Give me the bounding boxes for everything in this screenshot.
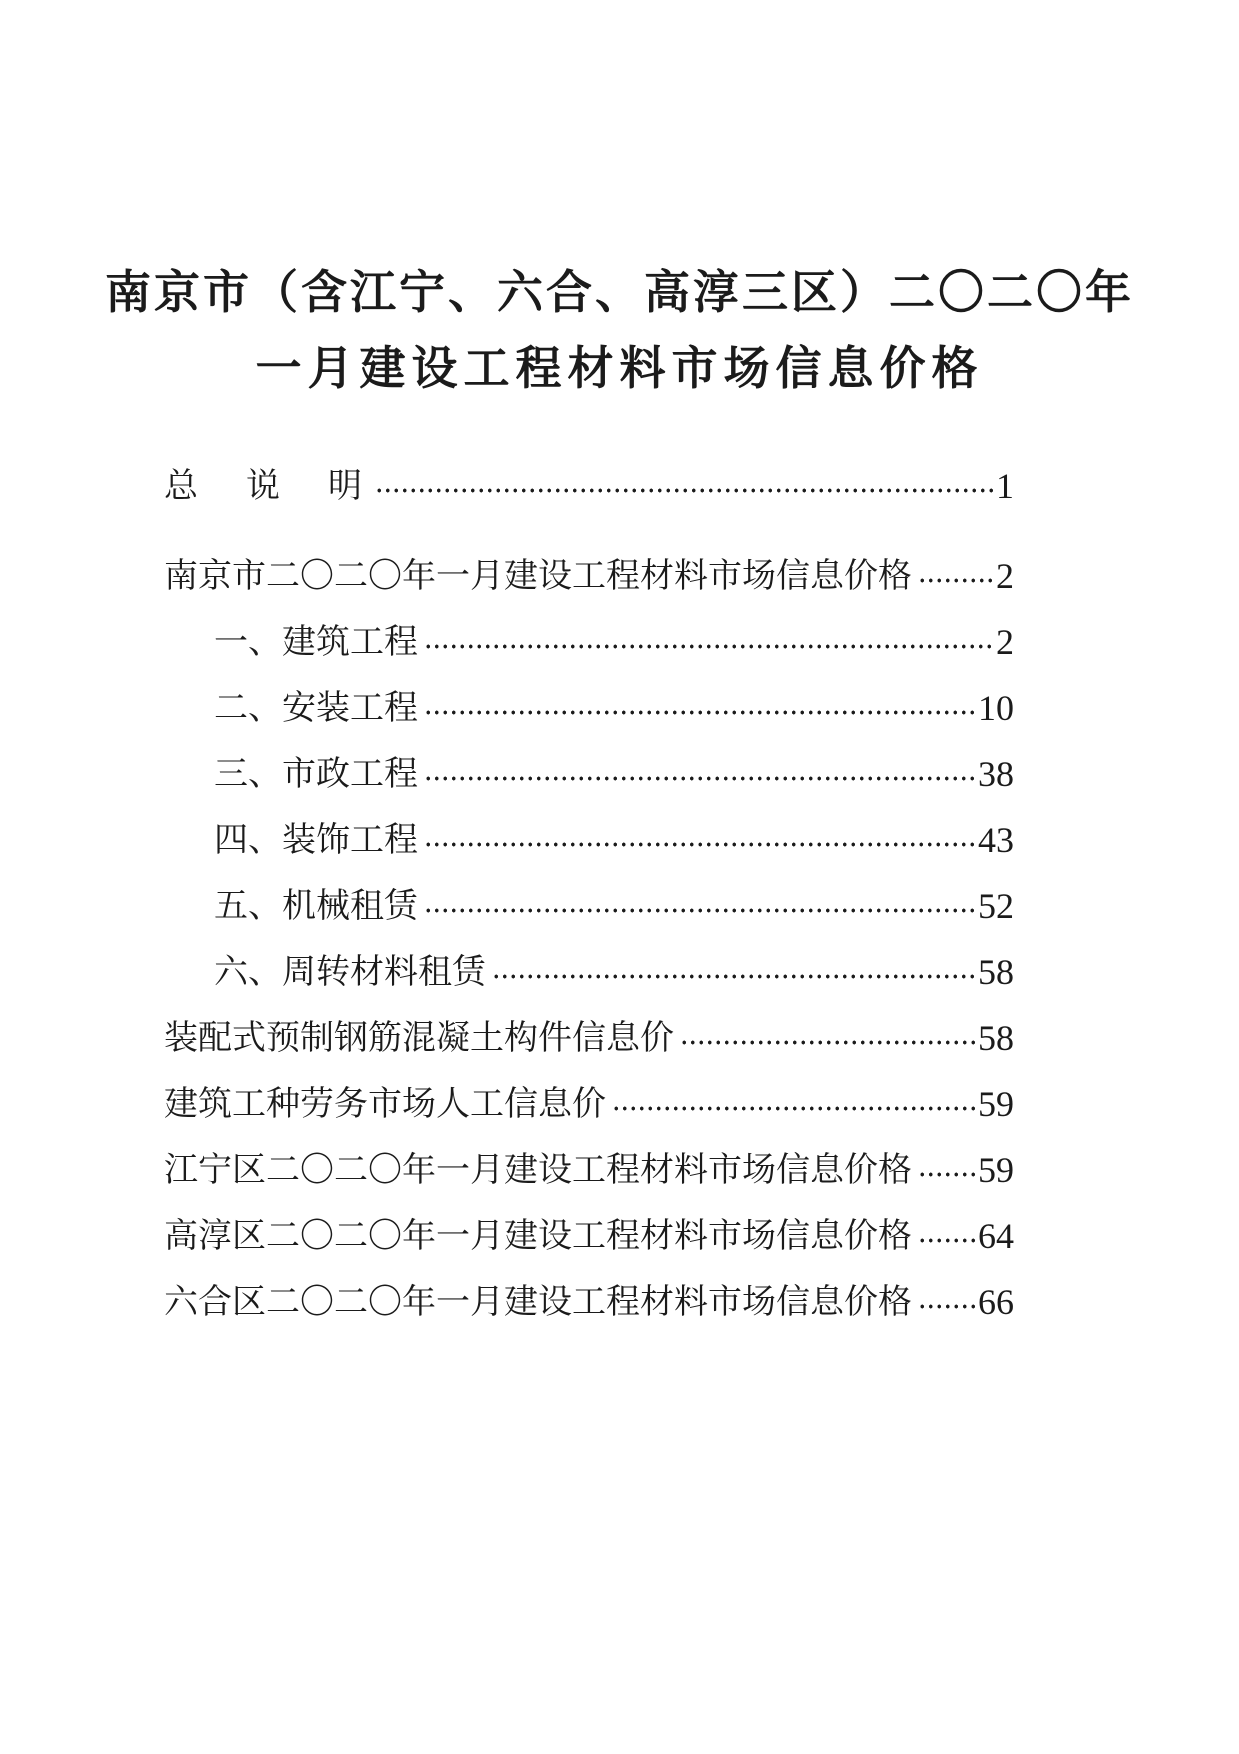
toc-page-number: 2 [996, 622, 1014, 662]
toc-entry-label: 六、周转材料租赁 [214, 954, 486, 991]
toc-entry [164, 690, 1014, 727]
toc-entry-label: 六合区二〇二〇年一月建设工程材料市场信息价格 [164, 1284, 912, 1321]
toc-page-number: 2 [996, 556, 1014, 596]
toc-entry-label: 高淳区二〇二〇年一月建设工程材料市场信息价格 [164, 1218, 912, 1255]
dot-leader [680, 1020, 976, 1057]
toc-page-number: 64 [978, 1216, 1014, 1256]
dot-leader [424, 822, 976, 859]
dot-leader [492, 954, 976, 991]
toc-page-number: 58 [978, 1018, 1014, 1058]
table-of-contents [164, 468, 1014, 1350]
dot-leader [918, 1218, 976, 1255]
toc-entry [164, 1086, 1014, 1123]
toc-entry [164, 1218, 1014, 1255]
toc-entry-label: 总 说 明 [164, 468, 369, 505]
document-title-line1: 南京市（含江宁、六合、高淳三区）二〇二〇年 [105, 267, 1134, 318]
toc-entry-label: 五、机械租赁 [214, 888, 418, 925]
toc-entry [164, 822, 1014, 859]
dot-leader [918, 1284, 976, 1321]
toc-entry-label: 二、安装工程 [214, 690, 418, 727]
toc-entry-label: 建筑工种劳务市场人工信息价 [164, 1086, 606, 1123]
toc-entry [164, 1284, 1014, 1321]
toc-entry [164, 468, 1014, 505]
toc-page-number: 58 [978, 952, 1014, 992]
toc-entry [164, 756, 1014, 793]
document-title [0, 266, 1239, 396]
document-title-line2: 一月建设工程材料市场信息价格 [255, 343, 984, 394]
toc-entry-label: 南京市二〇二〇年一月建设工程材料市场信息价格 [164, 558, 912, 595]
toc-entry-label: 装配式预制钢筋混凝土构件信息价 [164, 1020, 674, 1057]
toc-entry [164, 558, 1014, 595]
toc-entry-label: 三、市政工程 [214, 756, 418, 793]
dot-leader [375, 468, 994, 505]
toc-page-number: 10 [978, 688, 1014, 728]
dot-leader [424, 888, 976, 925]
toc-page-number: 1 [996, 466, 1014, 506]
toc-entry-label: 江宁区二〇二〇年一月建设工程材料市场信息价格 [164, 1152, 912, 1189]
toc-entry-label: 四、装饰工程 [214, 822, 418, 859]
toc-entry [164, 1152, 1014, 1189]
toc-entry-label: 一、建筑工程 [214, 624, 418, 661]
toc-page-number: 52 [978, 886, 1014, 926]
toc-page-number: 43 [978, 820, 1014, 860]
dot-leader [612, 1086, 976, 1123]
dot-leader [918, 558, 994, 595]
toc-page-number: 38 [978, 754, 1014, 794]
toc-entry [164, 954, 1014, 991]
toc-entry [164, 624, 1014, 661]
dot-leader [918, 1152, 976, 1189]
toc-page-number: 66 [978, 1282, 1014, 1322]
dot-leader [424, 624, 994, 661]
dot-leader [424, 690, 976, 727]
toc-page-number: 59 [978, 1150, 1014, 1190]
toc-entry [164, 888, 1014, 925]
toc-entry [164, 1020, 1014, 1057]
dot-leader [424, 756, 976, 793]
toc-page-number: 59 [978, 1084, 1014, 1124]
